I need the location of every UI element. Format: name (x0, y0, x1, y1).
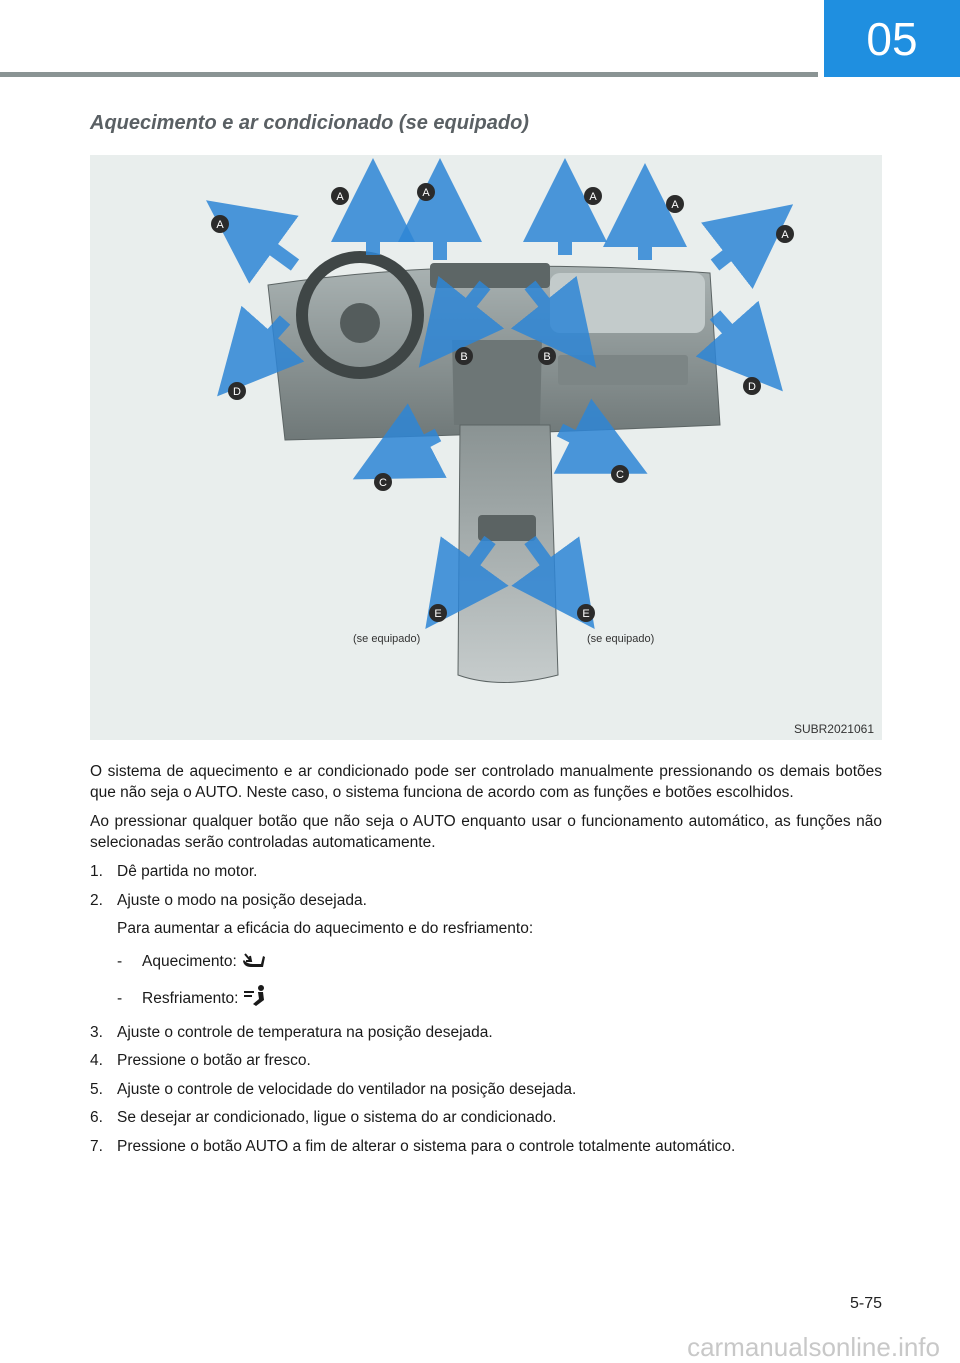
step-text: Ajuste o controle de temperatura na posição desejada. (117, 1023, 493, 1041)
paragraph: Ao pressionar qualquer botão que não seja o AUTO enquanto usar o funcionamento automático, as funções não selecionadas serão controladas automaticamente. (90, 813, 882, 851)
figure-caption-left: (se equipado) (353, 633, 421, 645)
bullet-text: Aquecimento: (142, 952, 237, 970)
step-item (90, 1051, 882, 1072)
step-item (90, 1023, 882, 1044)
step-note: Para aumentar a eficácia do aquecimento e do resfriamento: (117, 920, 534, 937)
vent-label-text: D (748, 381, 756, 393)
step-number: 2. (90, 891, 103, 909)
page-number: 5-75 (849, 1295, 882, 1312)
step-item (90, 1080, 882, 1101)
bullet-item (90, 984, 882, 1015)
vent-label-text: A (422, 187, 430, 199)
face-mode-icon (242, 984, 268, 1015)
figure-caption-right: (se equipado) (587, 633, 655, 645)
vent-label-text: A (336, 191, 344, 203)
step-text: Se desejar ar condicionado, ligue o sistema do ar condicionado. (117, 1109, 557, 1126)
vent-label-text: D (233, 386, 241, 398)
vent-label-text: A (781, 229, 789, 241)
step-item (90, 1108, 882, 1129)
bullet-item (90, 948, 882, 977)
step-number: 7. (90, 1137, 103, 1155)
step-text: Dê partida no motor. (117, 863, 258, 880)
step-number: 1. (90, 863, 103, 880)
floor-mode-icon (241, 948, 267, 977)
vent-label-text: A (589, 191, 597, 203)
vent-label-text: C (379, 477, 387, 489)
airflow-figure (90, 155, 882, 740)
step-number: 3. (90, 1023, 103, 1041)
header-rule (0, 72, 818, 77)
step-number: 6. (90, 1109, 103, 1126)
watermark: carmanualsonline.info (687, 1332, 940, 1362)
step-text: Ajuste o modo na posição desejada. (117, 891, 367, 909)
chapter-tab: 05 (824, 0, 960, 77)
figure-code: SUBR2021061 (793, 722, 874, 736)
vent-label-text: A (216, 219, 224, 231)
vent-label-text: C (616, 469, 624, 481)
step-text: Pressione o botão AUTO a fim de alterar o sistema para o controle totalmente automático. (117, 1137, 736, 1155)
step-number: 4. (90, 1052, 103, 1069)
bullet-dash: - (117, 952, 123, 970)
step-item (90, 891, 882, 912)
vent-label-text: E (434, 608, 442, 620)
step-number: 5. (90, 1080, 103, 1098)
bullet-dash: - (117, 990, 123, 1007)
body-text (90, 762, 882, 1165)
vent-label-text: B (460, 351, 468, 363)
vent-label-text: E (582, 608, 590, 620)
vent-label-text: A (671, 199, 679, 211)
bullet-text: Resfriamento: (142, 990, 239, 1007)
step-text: Pressione o botão ar fresco. (117, 1052, 311, 1069)
vent-label-text: B (543, 351, 551, 363)
section-title: Aquecimento e ar condicionado (se equipado) (90, 112, 529, 134)
step-text: Ajuste o controle de velocidade do ventilador na posição desejada. (117, 1080, 577, 1098)
vent-label-a (211, 183, 794, 243)
paragraph: O sistema de aquecimento e ar condicionado pode ser controlado manualmente pressionando os demais botões que não seja o AUTO. Neste caso, o sistema funciona de acordo com as funções e botões escolhidos. (90, 763, 882, 801)
vent-labels (90, 155, 882, 740)
step-item (90, 862, 882, 883)
step-item (90, 1137, 882, 1158)
